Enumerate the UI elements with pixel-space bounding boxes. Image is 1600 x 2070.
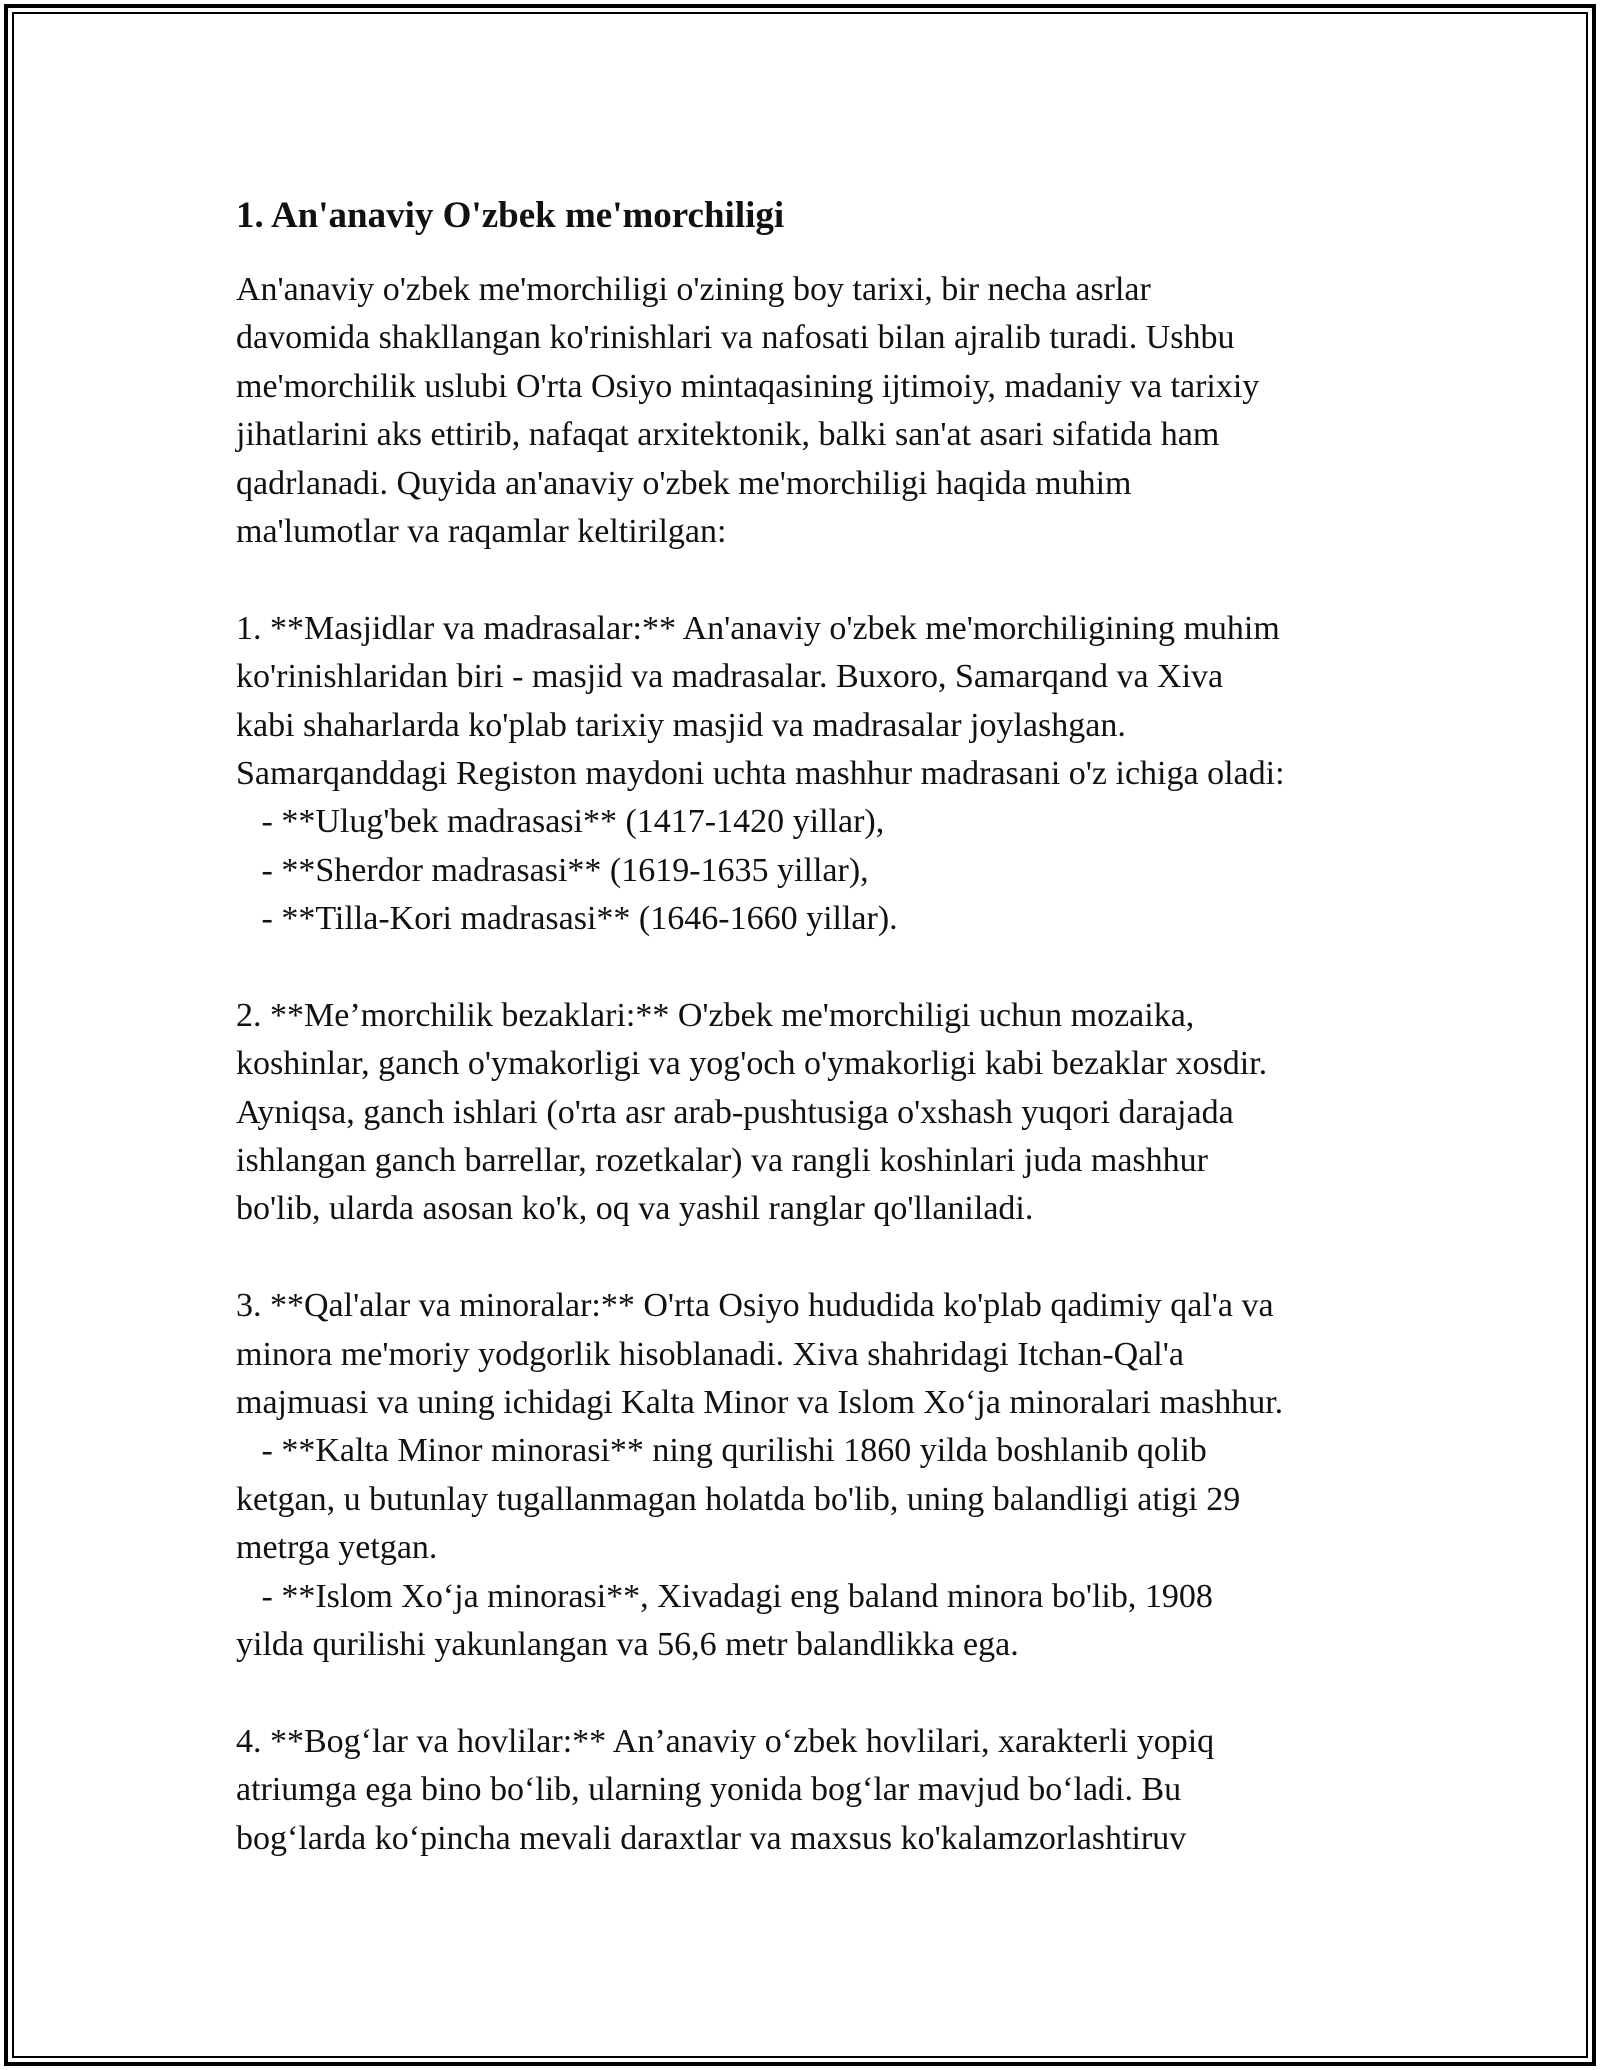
text-line: - **Sherdor madrasasi** (1619-1635 yillar), <box>236 851 869 889</box>
document-title: 1. An'anaviy O'zbek me'morchiligi <box>236 195 785 236</box>
text-line: ishlangan ganch barrellar, rozetkalar) va rangli koshinlari juda mashhur <box>236 1142 1208 1180</box>
text-line <box>236 1234 1396 1282</box>
text-line: jihatlarini aks ettirib, nafaqat arxitektonik, balki san'at asari sifatida ham <box>236 416 1220 454</box>
text-line <box>236 943 1396 991</box>
text-line: koshinlar, ganch o'ymakorligi va yog'och o'ymakorligi kabi bezaklar xosdir. <box>236 1045 1268 1083</box>
text-line: 2. **Me’morchilik bezaklari:** O'zbek me'morchiligi uchun mozaika, <box>236 996 1195 1034</box>
text-line: - **Ulug'bek madrasasi** (1417-1420 yillar), <box>236 803 885 841</box>
text-line: me'morchilik uslubi O'rta Osiyo mintaqasining ijtimoiy, madaniy va tarixiy <box>236 367 1260 405</box>
text-line: kabi shaharlarda ko'plab tarixiy masjid va madrasalar joylashgan. <box>236 706 1126 744</box>
text-line: davomida shakllangan ko'rinishlari va nafosati bilan ajralib turadi. Ushbu <box>236 319 1235 357</box>
text-line: ketgan, u butunlay tugallanmagan holatda bo'lib, uning balandligi atigi 29 <box>236 1480 1241 1518</box>
text-line <box>236 1669 1396 1717</box>
text-line: 4. **Bog‘lar va hovlilar:** An’anaviy o‘zbek hovlilari, xarakterli yopiq <box>236 1722 1215 1760</box>
text-line: Samarqanddagi Registon maydoni uchta mashhur madrasani o'z ichiga oladi: <box>236 754 1285 792</box>
text-line: 3. **Qal'alar va minoralar:** O'rta Osiyo hududida ko'plab qadimiy qal'a va <box>236 1287 1274 1325</box>
document-body <box>236 190 1396 1863</box>
text-line: qadrlanadi. Quyida an'anaviy o'zbek me'morchiligi haqida muhim <box>236 464 1132 502</box>
text-line: ma'lumotlar va raqamlar keltirilgan: <box>236 512 727 550</box>
text-line: atriumga ega bino bo‘lib, ularning yonida bog‘lar mavjud bo‘ladi. Bu <box>236 1771 1182 1809</box>
document-text <box>236 266 1396 1863</box>
text-line: ko'rinishlaridan biri - masjid va madrasalar. Buxoro, Samarqand va Xiva <box>236 658 1224 696</box>
text-line: - **Islom Xo‘ja minorasi**, Xivadagi eng baland minora bo'lib, 1908 <box>236 1577 1213 1615</box>
text-line: - **Tilla-Kori madrasasi** (1646-1660 yillar). <box>236 900 898 938</box>
text-line: - **Kalta Minor minorasi** ning qurilishi 1860 yilda boshlanib qolib <box>236 1432 1207 1470</box>
text-line: bog‘larda ko‘pincha mevali daraxtlar va maxsus ko'kalamzorlashtiruv <box>236 1819 1187 1857</box>
text-line: Ayniqsa, ganch ishlari (o'rta asr arab-pushtusiga o'xshash yuqori darajada <box>236 1093 1234 1131</box>
text-line: yilda qurilishi yakunlangan va 56,6 metr balandlikka ega. <box>236 1625 1019 1663</box>
text-line: metrga yetgan. <box>236 1529 438 1567</box>
text-line: majmuasi va uning ichidagi Kalta Minor va Islom Xo‘ja minoralari mashhur. <box>236 1383 1284 1421</box>
text-line: minora me'moriy yodgorlik hisoblanadi. Xiva shahridagi Itchan-Qal'a <box>236 1335 1184 1373</box>
text-line: 1. **Masjidlar va madrasalar:** An'anaviy o'zbek me'morchiligining muhim <box>236 609 1280 647</box>
text-line: bo'lib, ularda asosan ko'k, oq va yashil ranglar qo'llaniladi. <box>236 1190 1034 1228</box>
text-line: An'anaviy o'zbek me'morchiligi o'zining boy tarixi, bir necha asrlar <box>236 271 1151 308</box>
text-line <box>236 556 1396 604</box>
